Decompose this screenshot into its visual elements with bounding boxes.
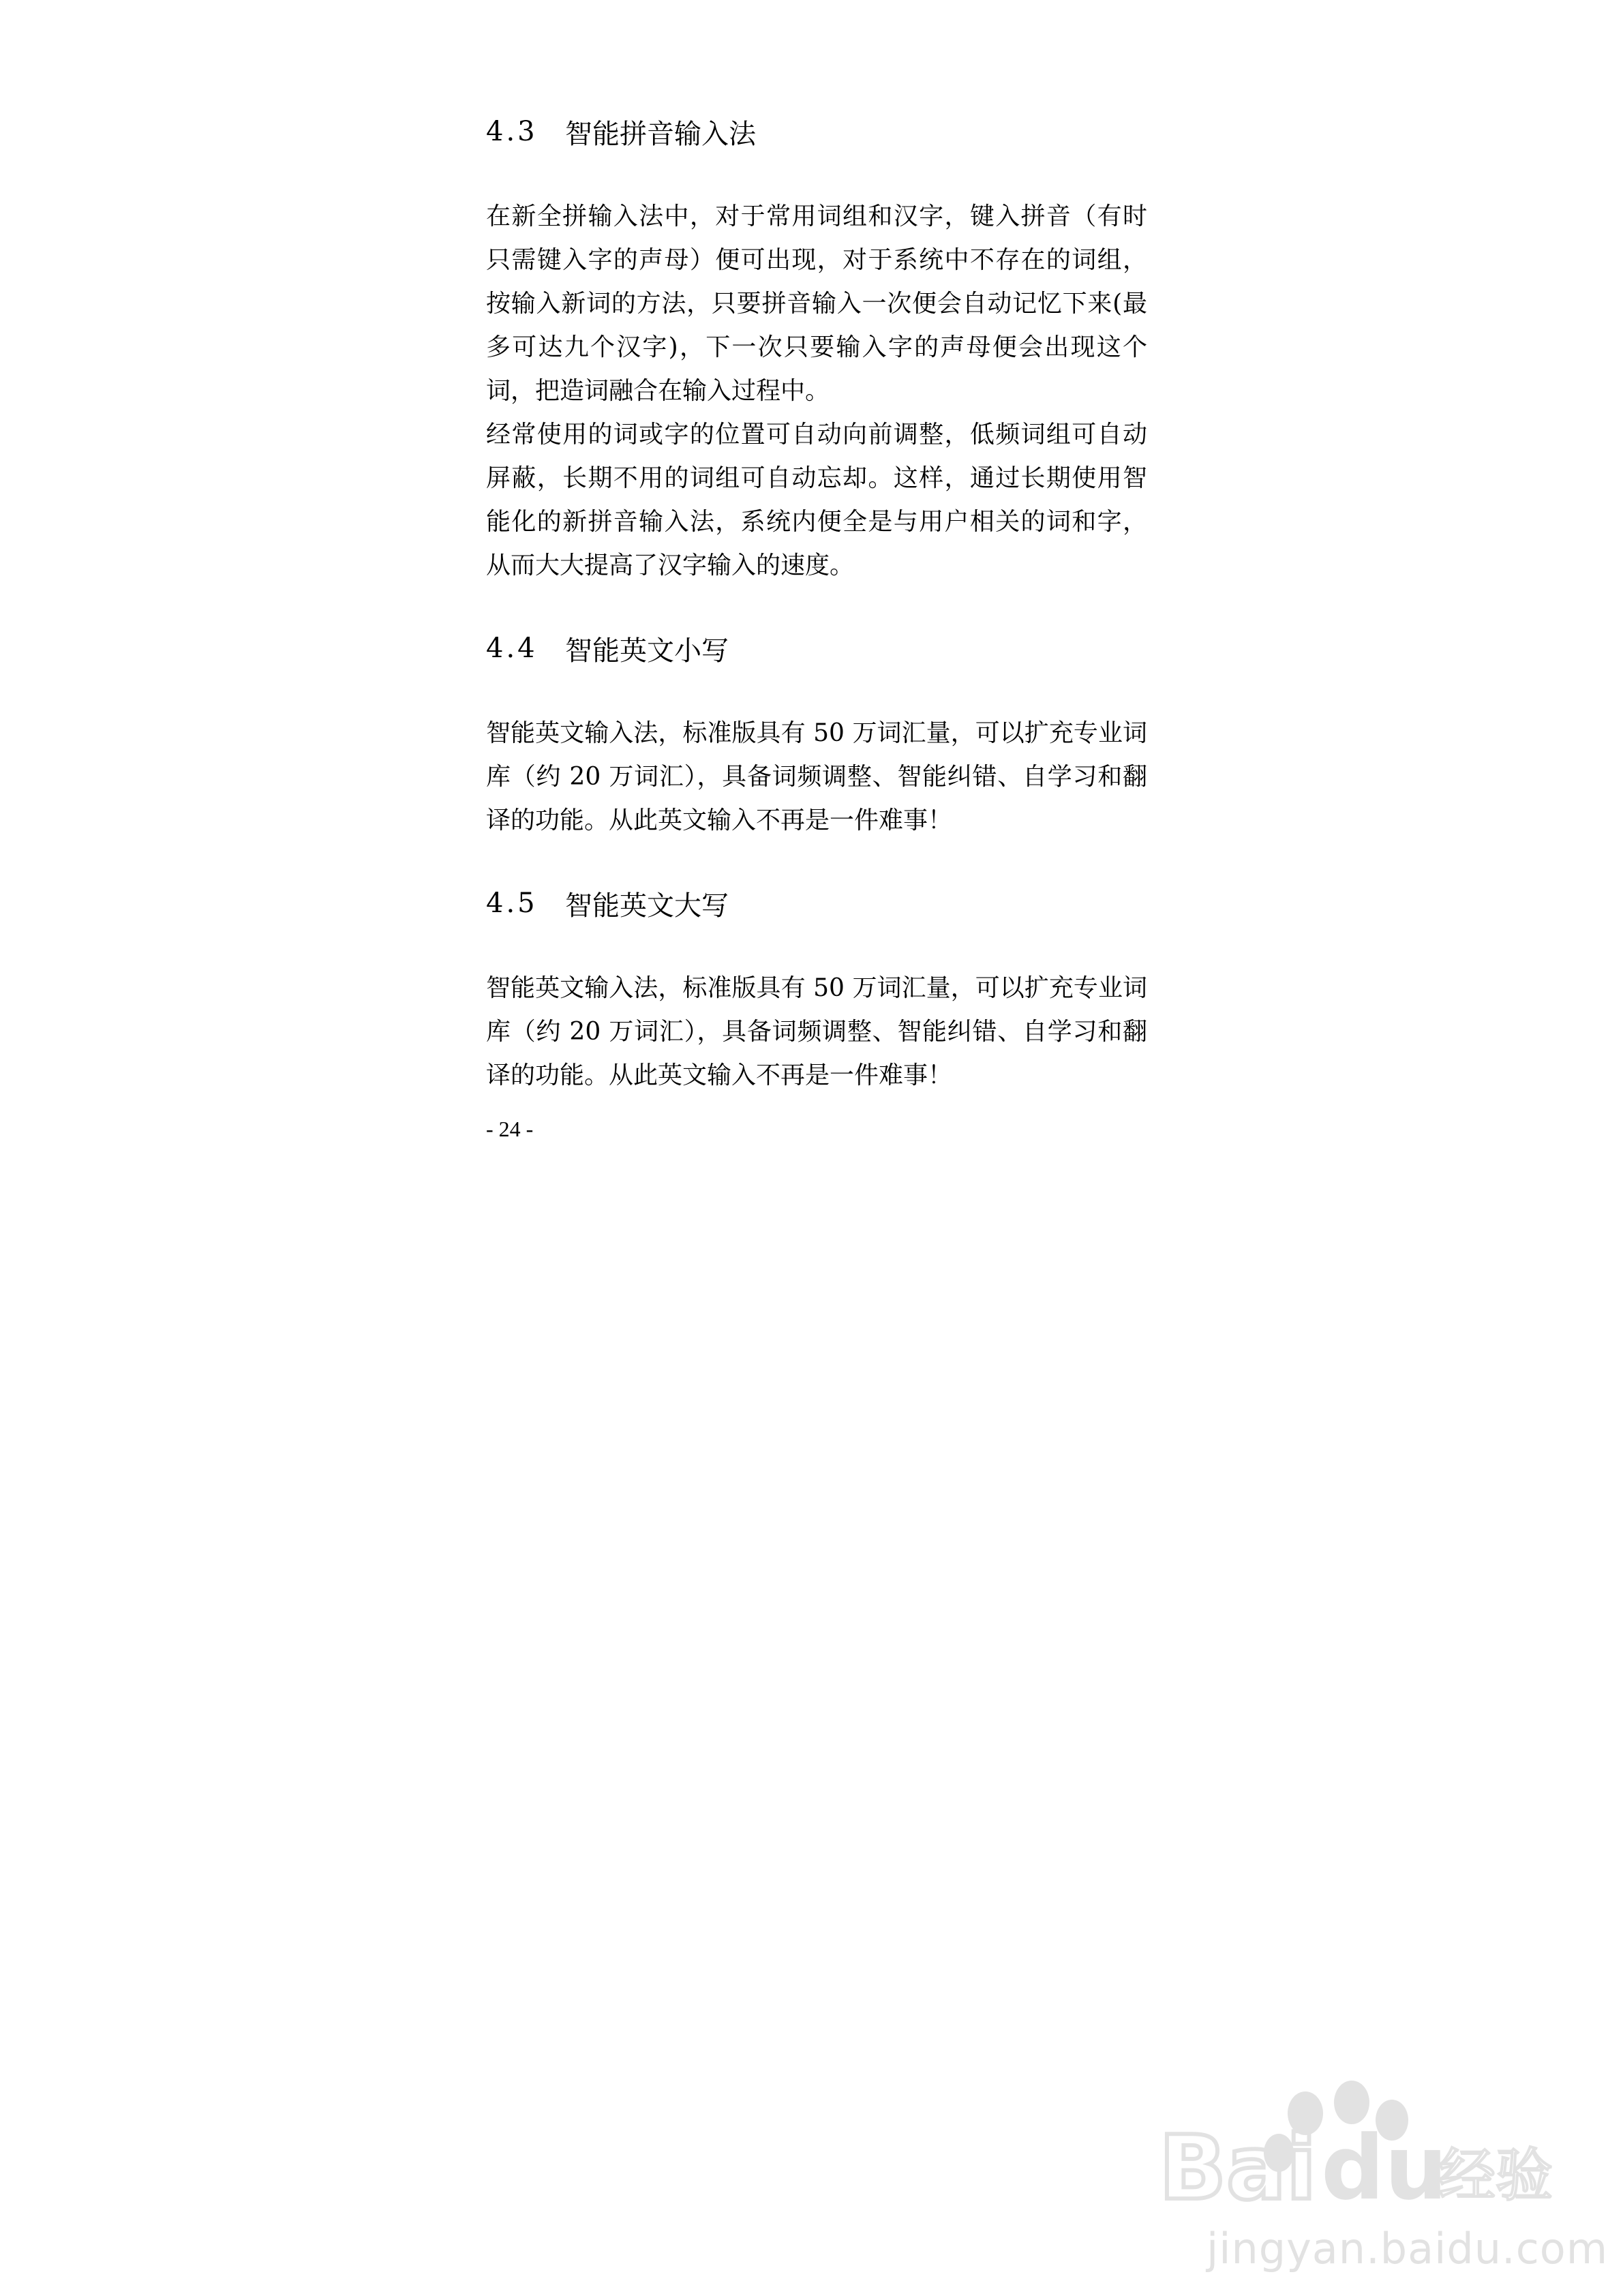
section-number: 4.3	[486, 116, 538, 147]
svg-text:Bai: Bai	[1159, 2116, 1317, 2220]
section-title: 智能拼音输入法	[565, 118, 756, 150]
svg-text:du: du	[1321, 2116, 1448, 2220]
section-title: 智能英文小写	[565, 635, 729, 667]
document-body	[486, 101, 1147, 1142]
baidu-jingyan-watermark	[1159, 2072, 1609, 2277]
section-heading-4-3	[486, 101, 1147, 162]
section-title: 智能英文大写	[565, 890, 729, 922]
section-4-4-paragraph-1: 智能英文输入法，标准版具有 50 万词汇量，可以扩充专业词库（约 20 万词汇），具备词频调整、智能纠错、自学习和翻译的功能。从此英文输入不再是一件难事！	[486, 719, 1147, 834]
section-number: 4.4	[486, 633, 538, 664]
section-4-3-paragraph-1: 在新全拼输入法中，对于常用词组和汉字，键入拼音（有时只需键入字的声母）便可出现，对于系统中不存在的词组，按输入新词的方法，只要拼音输入一次便会自动记忆下来(最多可达九个汉字)，下一次只要输入字的声母便会出现这个词，把造词融合在输入过程中。	[486, 202, 1147, 405]
page-number: - 24 -	[486, 1117, 534, 1141]
watermark-url: jingyan.baidu.com	[1207, 2224, 1609, 2274]
section-heading-4-4	[486, 618, 1147, 679]
section-heading-4-5	[486, 873, 1147, 934]
section-4-3-paragraph-2: 经常使用的词或字的位置可自动向前调整，低频词组可自动屏蔽，长期不用的词组可自动忘却。这样，通过长期使用智能化的新拼音输入法，系统内便全是与用户相关的词和字，从而大大提高了汉字输入的速度。	[486, 421, 1147, 579]
svg-text:经验: 经验	[1438, 2142, 1553, 2209]
section-number: 4.5	[486, 888, 538, 919]
section-4-5-paragraph-1: 智能英文输入法，标准版具有 50 万词汇量，可以扩充专业词库（约 20 万词汇），具备词频调整、智能纠错、自学习和翻译的功能。从此英文输入不再是一件难事！	[486, 974, 1147, 1089]
baidu-paw-logo-icon	[1159, 2072, 1554, 2222]
